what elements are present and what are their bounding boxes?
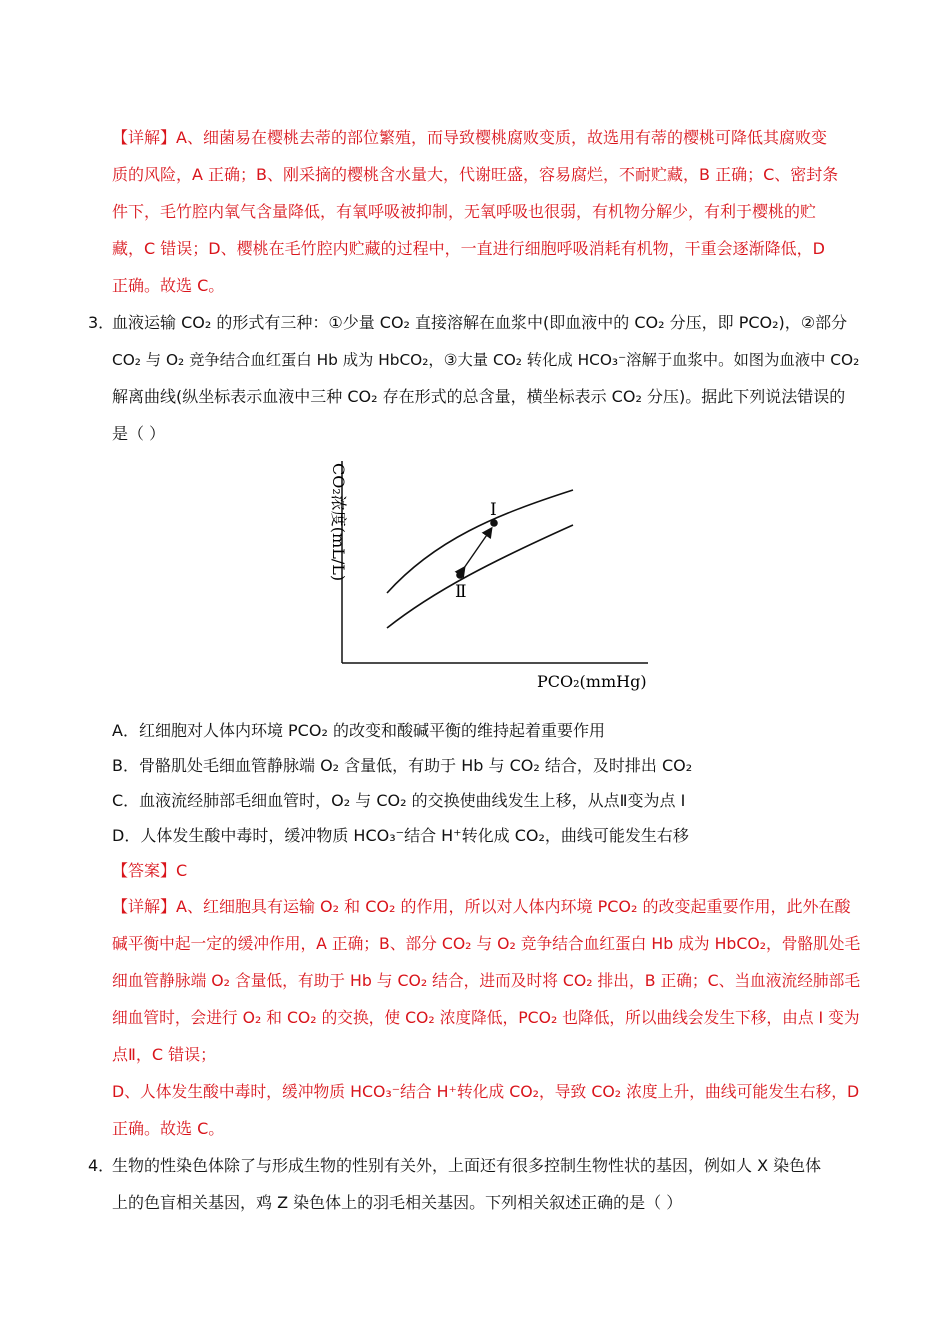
question-4-number: 4． (88, 1156, 115, 1175)
lower-curve (387, 525, 573, 628)
option-a: A．红细胞对人体内环境 PCO₂ 的改变和酸碱平衡的维持起着重要作用 (112, 721, 605, 740)
point-2-label: Ⅱ (455, 582, 467, 602)
q3-explanation-line: 碱平衡中起一定的缓冲作用，A 正确；B、部分 CO₂ 与 O₂ 竞争结合血红蛋白 Hb 成为 HbCO₂，骨骼肌处毛 (112, 934, 861, 953)
answer-label: 【答案】C (112, 861, 188, 880)
point-2-marker (456, 571, 464, 579)
question-4-stem-line: 上的色盲相关基因，鸡 Z 染色体上的羽毛相关基因。下列相关叙述正确的是（ ） (112, 1193, 683, 1212)
q2-explanation-line: 藏，C 错误；D、樱桃在毛竹腔内贮藏的过程中，一直进行细胞呼吸消耗有机物，干重会逐渐降低，D (112, 239, 825, 258)
q3-explanation-line: 细血管时，会进行 O₂ 和 CO₂ 的交换，使 CO₂ 浓度降低，PCO₂ 也降低，所以曲线会发生下移，由点 I 变为 (112, 1008, 860, 1027)
q3-explanation-line: 细血管静脉端 O₂ 含量低，有助于 Hb 与 CO₂ 结合，进而及时将 CO₂ 排出，B 正确；C、当血液流经肺部毛 (112, 971, 861, 990)
question-3-stem-line: CO₂ 与 O₂ 竞争结合血红蛋白 Hb 成为 HbCO₂，③大量 CO₂ 转化成 HCO₃⁻溶解于血浆中。如图为血液中 CO₂ (112, 351, 860, 369)
q2-explanation-line: 件下，毛竹腔内氧气含量降低，有氧呼吸被抑制，无氧呼吸也很弱，有机物分解少，有利于樱桃的贮 (112, 202, 817, 221)
q3-explanation-line: 正确。故选 C。 (112, 1119, 225, 1138)
q2-explanation-line: 正确。故选 C。 (112, 276, 225, 295)
q2-explanation-line: 质的风险，A 正确；B、刚采摘的樱桃含水量大，代谢旺盛，容易腐烂，不耐贮藏，B 正确；C、密封条 (112, 165, 839, 184)
question-3-stem-line: 解离曲线(纵坐标表示血液中三种 CO₂ 存在形式的总含量，横坐标表示 CO₂ 分压)。据此下列说法错误的 (112, 387, 846, 406)
x-axis-label: PCO₂(mmHg) (537, 672, 647, 691)
q3-explanation-line: 点Ⅱ，C 错误； (112, 1045, 217, 1064)
co2-curve-svg (305, 455, 665, 695)
question-3-stem-line: 血液运输 CO₂ 的形式有三种：①少量 CO₂ 直接溶解在血浆中(即血液中的 CO₂ 分压，即 PCO₂)，②部分 (112, 313, 848, 332)
question-4-stem-line: 生物的性染色体除了与形成生物的性别有关外，上面还有很多控制生物性状的基因，例如人 X 染色体 (112, 1156, 822, 1175)
question-3-stem-line: 是（ ） (112, 424, 166, 443)
co2-dissociation-figure (305, 455, 665, 695)
q3-explanation-line: D、人体发生酸中毒时，缓冲物质 HCO₃⁻结合 H⁺转化成 CO₂，导致 CO₂ 浓度上升，曲线可能发生右移，D (112, 1082, 860, 1101)
point-1-label: Ⅰ (490, 500, 497, 520)
question-3-number: 3． (88, 313, 115, 332)
y-axis-label: CO₂浓度(mL/L) (329, 463, 348, 582)
point-1-marker (490, 519, 498, 527)
option-c: C．血液流经肺部毛细血管时，O₂ 与 CO₂ 的交换使曲线发生上移，从点Ⅱ变为点 I (112, 791, 686, 810)
option-b: B．骨骼肌处毛细血管静脉端 O₂ 含量低，有助于 Hb 与 CO₂ 结合，及时排出 CO₂ (112, 756, 693, 775)
upper-curve (387, 490, 573, 593)
q2-explanation-line: 【详解】A、细菌易在樱桃去蒂的部位繁殖，而导致樱桃腐败变质，故选用有蒂的樱桃可降低其腐败变 (112, 128, 827, 147)
q3-explanation-line: 【详解】A、红细胞具有运输 O₂ 和 CO₂ 的作用，所以对人体内环境 PCO₂ 的改变起重要作用，此外在酸 (112, 897, 851, 916)
shift-arrow (464, 529, 491, 568)
option-d: D．人体发生酸中毒时，缓冲物质 HCO₃⁻结合 H⁺转化成 CO₂，曲线可能发生右移 (112, 826, 689, 845)
